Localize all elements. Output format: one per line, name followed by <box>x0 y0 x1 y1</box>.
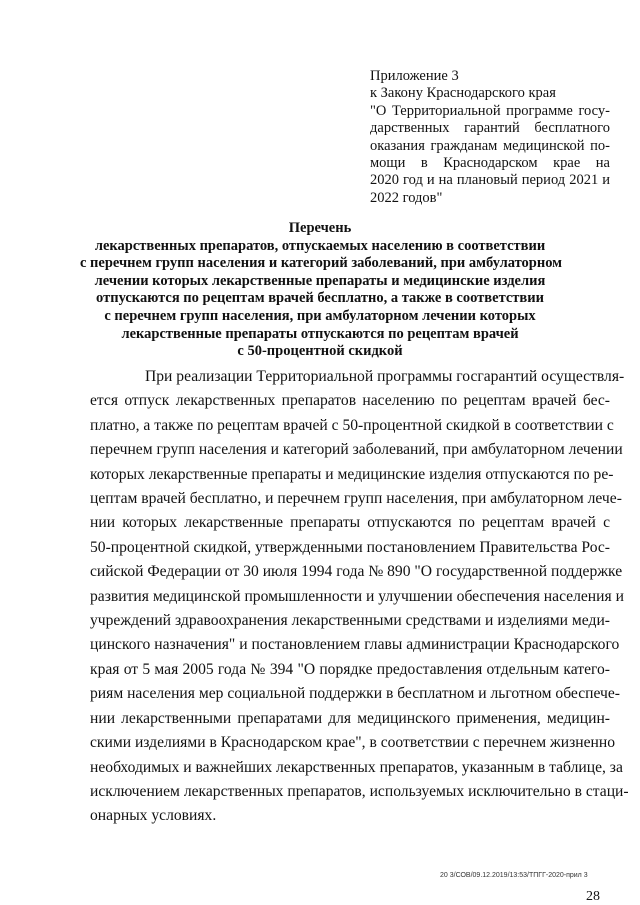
annex-line: "О Территориальной программе госу- <box>370 102 610 119</box>
body-line: ется отпуск лекарственных препаратов населению по рецептам врачей бес- <box>90 392 610 410</box>
annex-header <box>370 68 610 207</box>
body-line: учреждений здравоохранения лекарственными средствами и изделиями меди- <box>90 612 610 630</box>
body-line: 50-процентной скидкой, утвержденными постановлением Правительства Рос- <box>90 538 610 556</box>
body-line: риям населения мер социальной поддержки в бесплатном и льготном обеспече- <box>90 685 620 703</box>
body-line: онарных условиях. <box>90 807 217 825</box>
annex-line: Приложение 3 <box>370 68 459 84</box>
page-number: 28 <box>586 889 600 904</box>
body-line: развития медицинской промышленности и улучшении обеспечения населения и <box>90 587 624 605</box>
document-code: 20 3/СОВ/09.12.2019/13:53/ТПГГ-2020-прил 3 <box>440 872 588 879</box>
annex-line: дарственных гарантий бесплатного <box>370 120 610 137</box>
annex-line: 2022 годов" <box>370 189 443 206</box>
body-line: цинского назначения" и постановлением главы администрации Краснодарского <box>90 636 620 654</box>
title-line: лекарственные препараты отпускаются по рецептам врачей <box>121 325 519 342</box>
title-line: с перечнем групп населения, при амбулаторном лечении которых <box>104 307 536 324</box>
title-line: Перечень <box>288 220 352 236</box>
body-line: необходимых и важнейших лекарственных препаратов, указанным в таблице, за <box>90 758 623 776</box>
body-line: цептам врачей бесплатно, и перечнем групп населения, при амбулаторном лече- <box>90 490 622 508</box>
body-line: При реализации Территориальной программы госгарантий осуществля- <box>145 368 625 385</box>
body-line: исключением лекарственных препаратов, используемых исключительно в стаци- <box>90 782 629 800</box>
body-line: перечнем групп населения и категорий заболеваний, при амбулаторном лечении <box>90 441 623 459</box>
annex-line: 2020 год и на плановый период 2021 и <box>370 172 610 189</box>
annex-line: мощи в Краснодарском крае на <box>370 155 610 172</box>
body-line: нии лекарственными препаратами для медицинского применения, медицин- <box>90 709 610 727</box>
annex-line: к Закону Краснодарского края <box>370 85 556 102</box>
title-line: лечении которых лекарственные препараты и медицинские изделия <box>94 272 546 289</box>
body-line: сийской Федерации от 30 июля 1994 года № 890 "О государственной поддержке <box>90 563 623 581</box>
body-line: платно, а также по рецептам врачей с 50-процентной скидкой в соответствии с <box>90 416 614 434</box>
title-line: с перечнем групп населения и категорий заболеваний, при амбулаторном <box>80 255 563 272</box>
body-line: нии которых лекарственные препараты отпускаются по рецептам врачей с <box>90 514 610 532</box>
document-title <box>80 220 563 361</box>
body-paragraph <box>90 365 629 829</box>
body-line: скими изделиями в Краснодарском крае", в соответствии с перечнем жизненно <box>90 734 616 752</box>
body-line: которых лекарственные препараты и медицинские изделия отпускаются по ре- <box>90 465 614 483</box>
title-line: отпускаются по рецептам врачей бесплатно, а также в соответствии <box>96 290 544 307</box>
title-line: лекарственных препаратов, отпускаемых населению в соответствии <box>94 237 546 254</box>
title-line: с 50-процентной скидкой <box>237 343 403 360</box>
annex-line: оказания гражданам медицинской по- <box>370 137 610 154</box>
body-line: края от 5 мая 2005 года № 394 "О порядке предоставления отдельным катего- <box>90 660 610 678</box>
